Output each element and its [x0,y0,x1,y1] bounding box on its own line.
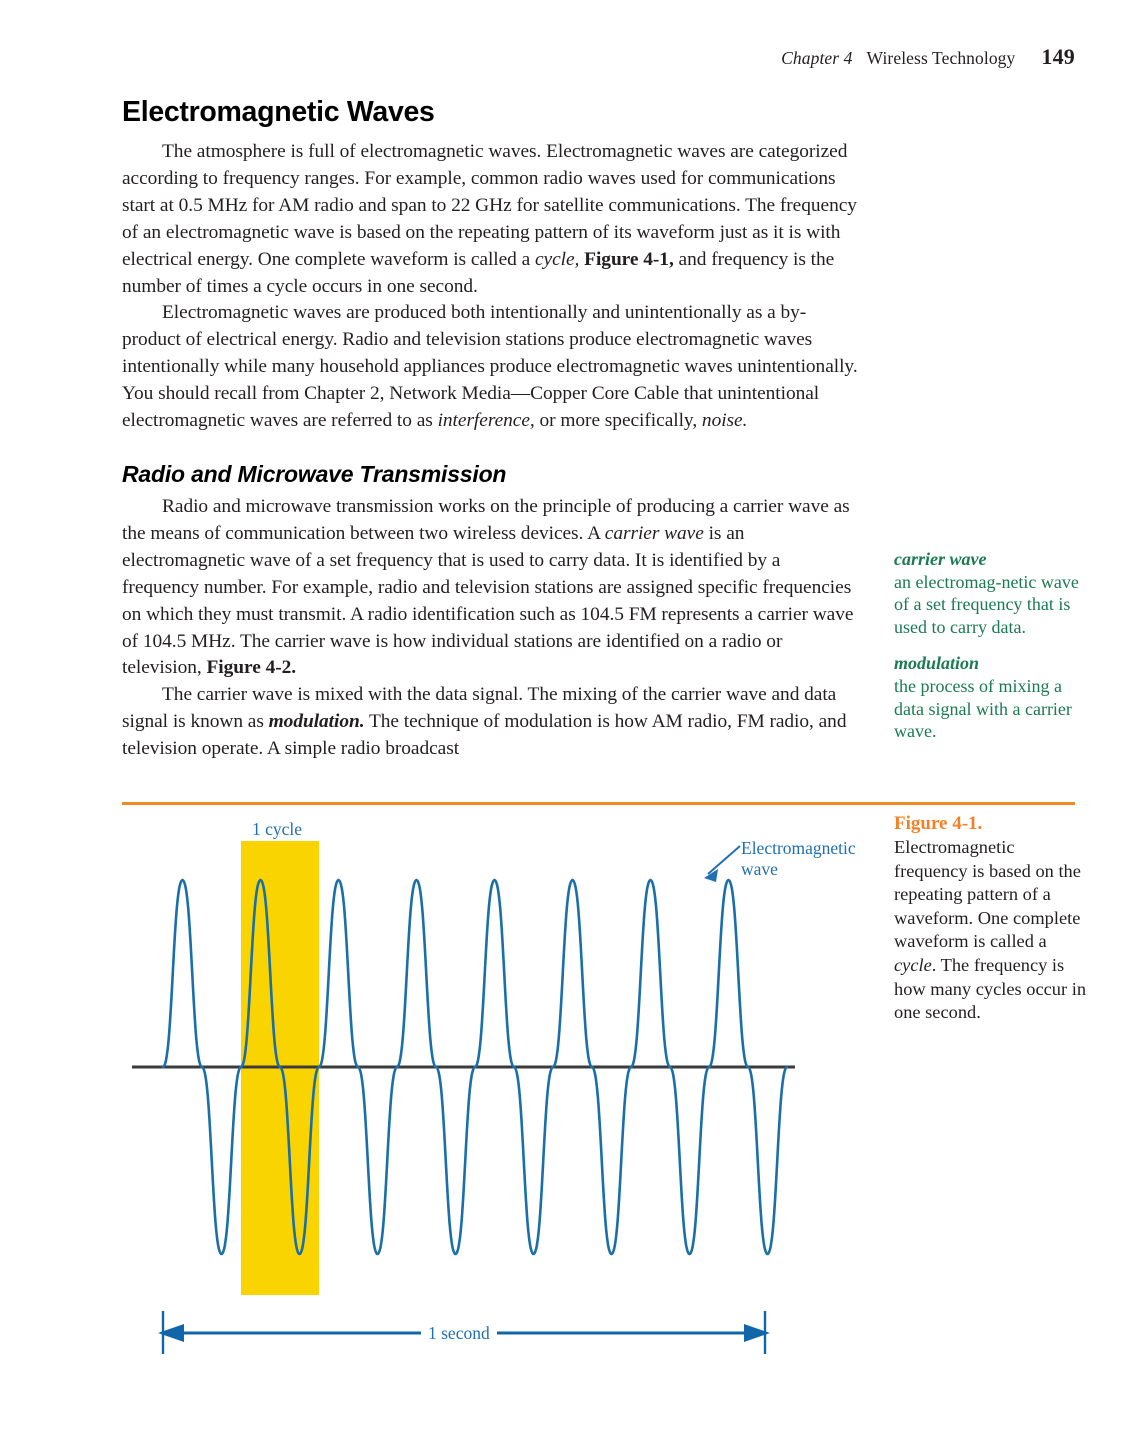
glossary-entry-carrier-wave [894,548,1084,638]
label-one-second: 1 second [421,1323,497,1344]
waveform-diagram [110,806,870,1386]
paragraph-3 [122,494,860,682]
glossary-entry-modulation [894,652,1084,742]
chapter-title: Wireless Technology [866,48,1016,68]
figure-caption-text-b: . The frequency is how many cycles occur in one second. [894,954,1087,1023]
paragraph-4 [122,682,860,763]
figure-divider-rule [122,802,1075,805]
glossary-definition: an electromag-netic wave of a set frequency that is used to carry data. [894,572,1079,637]
paragraph-3-text-b: is an electromagnetic wave of a set frequency that is used to carry data. It is identified by a frequency number. For example, radio and television stations are assigned specific frequencies on which they must transmit. A radio identification such as 104.5 FM represents a carrier wave of 104.5 MHz. The carrier wave is how individual stations are identified on a radio or television, [122,522,854,679]
paragraph-2-text-b: , or more specifically, [529,410,702,432]
running-head [781,44,1075,70]
page-number: 149 [1041,44,1075,69]
term-noise-italic: noise. [701,410,748,432]
figure-ref-4-1: Figure 4-1, [584,248,674,270]
glossary-definition: the process of mixing a data signal with a carrier wave. [894,676,1072,742]
figure-ref-4-2: Figure 4-2. [206,657,297,679]
paragraph-1-text-b: and frequency is the number of times a cycle occurs in one second. [122,248,835,297]
chapter-label: Chapter 4 [781,48,853,68]
glossary-term: carrier wave [894,549,987,569]
term-modulation-italic: modulation. [268,711,365,733]
paragraph-2-text-a: Electromagnetic waves are produced both intentionally and unintentionally as a by-product of electrical energy. Radio and television stations produce electromagnetic waves intentionally while many household appliances produce electromagnetic waves unintentionally. You should recall from Chapter 2, Network Media—Copper Core Cable that unintentional electromagnetic waves are referred to as [122,302,858,432]
term-carrier-wave-italic: carrier wave [604,522,704,544]
paragraph-1 [122,139,860,300]
em-wave-callout-arrow [704,846,740,882]
term-cycle-italic: cycle, [534,248,580,270]
figure-4-1-artwork [110,806,870,1386]
figure-caption-cycle-italic: cycle [894,954,932,975]
page-title: Electromagnetic Waves [122,96,435,128]
glossary-term: modulation [894,653,980,674]
term-interference-italic: interference [437,410,530,432]
label-one-cycle: 1 cycle [252,819,303,839]
paragraph-3-text-a: Radio and microwave transmission works on the principle of producing a carrier wave as the means of communication between two wireless devices. A [122,495,850,544]
glossary-sidebar [894,548,1084,756]
paragraph-2 [122,300,860,435]
body-column [122,96,860,763]
figure-number: Figure 4-1. [894,813,983,834]
label-electromagnetic-wave: Electromagnetic wave [741,838,856,879]
paragraph-4-text-b: The technique of modulation is how AM radio, FM radio, and television operate. A simple radio broadcast [122,711,847,760]
section-subheading: Radio and Microwave Transmission [122,460,507,487]
paragraph-4-text-a: The carrier wave is mixed with the data signal. The mixing of the carrier wave and data signal is known as [122,684,837,733]
figure-caption [894,812,1086,1025]
figure-caption-text-a: Electromagnetic frequency is based on the repeating pattern of a waveform. One complete waveform is called a [894,837,1081,952]
paragraph-1-text-a: The atmosphere is full of electromagnetic waves. Electromagnetic waves are categorized according to frequency ranges. For example, common radio waves used for communications start at 0.5 MHz for AM radio and span to 22 GHz for satellite communications. The frequency of an electromagnetic wave is based on the repeating pattern of its waveform just as it is with electrical energy. One complete waveform is called a [122,141,857,270]
